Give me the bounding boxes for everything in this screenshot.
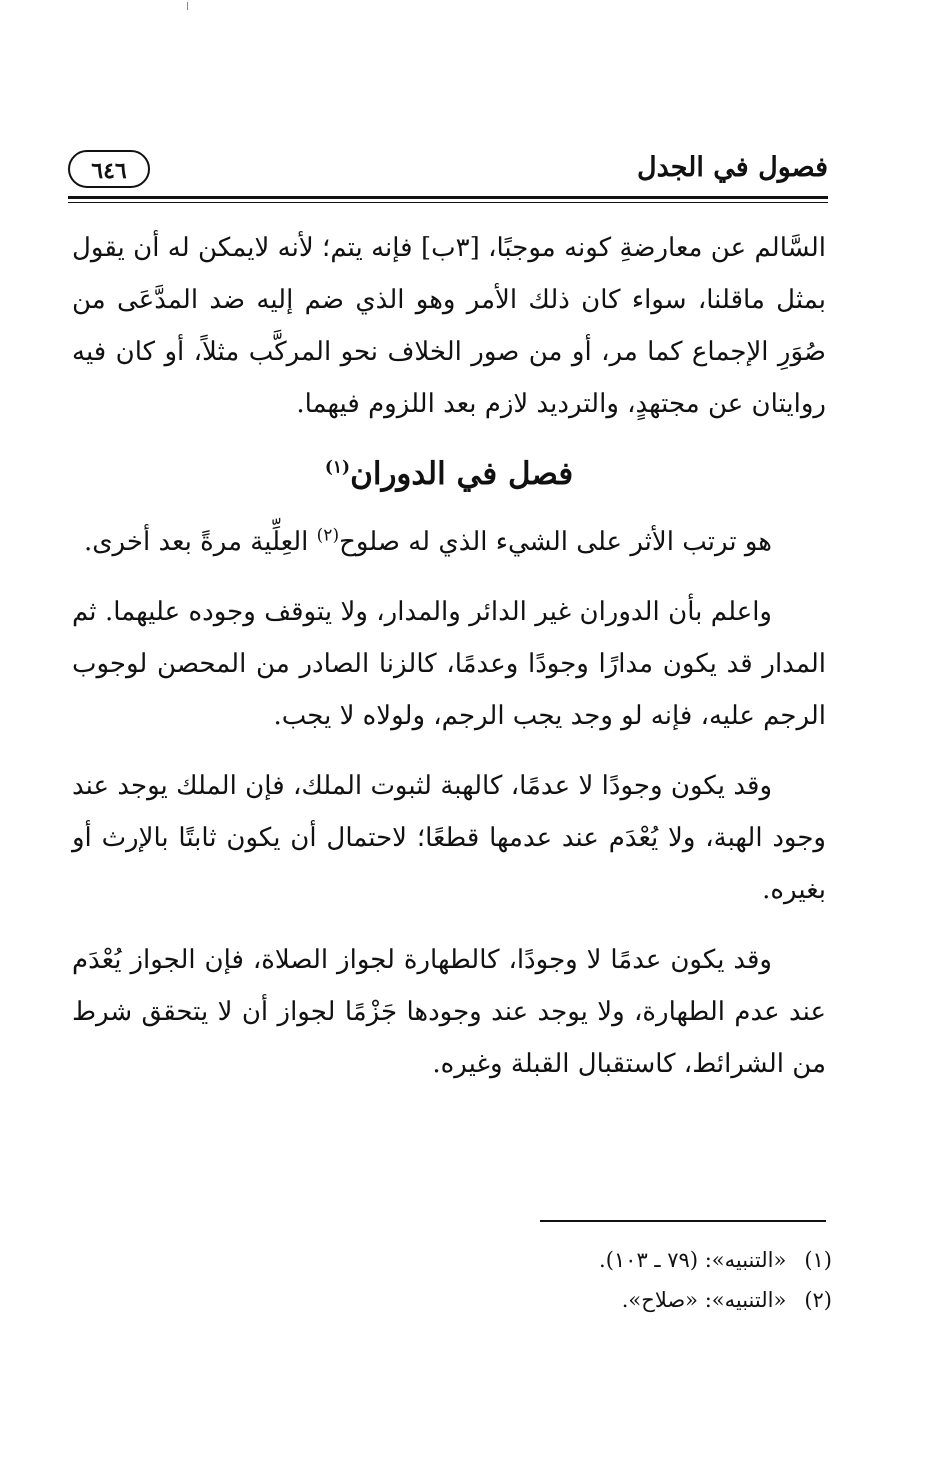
paragraph-text: العِلِّية مرةً بعد أخرى. — [83, 527, 317, 557]
header-rule-thin — [68, 202, 828, 203]
section-title — [72, 444, 826, 504]
header-rule — [68, 196, 828, 199]
paragraph: السَّالم عن معارضةِ كونه موجبًا، [٣ب] فإنه يتم؛ لأنه لايمكن له أن يقول بمثل ماقلنا، سواء كان ذلك الأمر وهو الذي ضم إليه ضد المدَّعَى من صُوَرِ الإجماع كما مر، أو من صور الخلاف نحو المركَّب مثلاً، أو كان فيه روايتان عن مجتهدٍ، والترديد لازم بعد اللزوم فيهما. — [72, 233, 826, 419]
main-text — [72, 222, 826, 1108]
footnote-marker: (١) — [324, 457, 351, 478]
running-title: فصول في الجدل — [636, 152, 828, 183]
paragraph: وقد يكون عدمًا لا وجودًا، كالطهارة لجواز الصلاة، فإن الجواز يُعْدَم عند عدم الطهارة، ولا يوجد عند وجودها جَزْمًا لجواز أن لا يتحقق شرط من الشرائط، كاستقبال القبلة وغيره. — [72, 945, 826, 1079]
section-title-text: فصل في الدوران — [350, 456, 574, 492]
paragraph: واعلم بأن الدوران غير الدائر والمدار، ولا يتوقف وجوده عليهما. ثم المدار قد يكون مدارًا وجودًا وعدمًا، كالزنا الصادر من المحصن لوجوب الرجم عليه، فإنه لو وجد يجب الرجم، ولولاه لا يجب. — [72, 597, 826, 731]
footnote-text: «التنبيه»: (٧٩ ـ ١٠٣). — [599, 1248, 787, 1272]
footnote-separator — [540, 1220, 826, 1222]
paragraph-text: هو ترتب الأثر على الشيء الذي له صلوح — [339, 527, 772, 557]
footnote-marker: (٢) — [316, 525, 340, 546]
footnote-number: (٢) — [804, 1288, 832, 1312]
page-header — [68, 150, 828, 194]
paragraph — [72, 516, 826, 568]
page-number-badge: ٦٤٦ — [68, 150, 150, 188]
footnote — [232, 1280, 832, 1320]
footnote-number: (١) — [804, 1248, 832, 1272]
footnote — [232, 1240, 832, 1280]
footnote-text: «التنبيه»: «صلاح». — [621, 1288, 787, 1312]
scan-mark — [187, 2, 188, 10]
footnotes — [232, 1240, 832, 1320]
paragraph: وقد يكون وجودًا لا عدمًا، كالهبة لثبوت الملك، فإن الملك يوجد عند وجود الهبة، ولا يُعْدَم عند عدمها قطعًا؛ لاحتمال أن يكون ثابتًا بالإرث أو بغيره. — [72, 771, 826, 905]
